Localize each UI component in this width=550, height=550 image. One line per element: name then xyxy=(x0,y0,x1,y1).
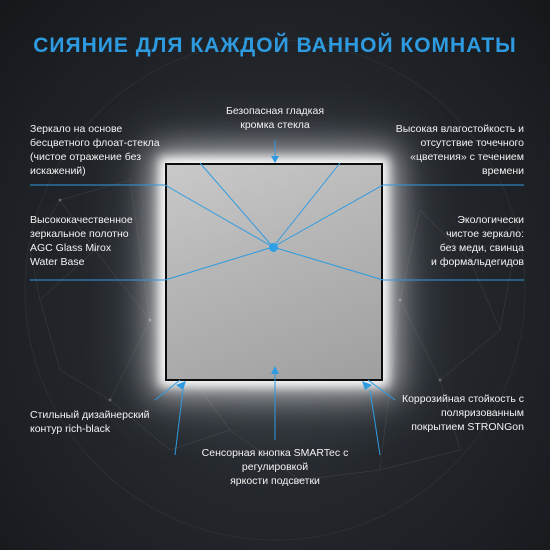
mirror-image xyxy=(165,163,383,381)
callout-corrosion: Коррозийная стойкость с поляризованным покрытием STRONGon xyxy=(401,393,524,433)
callout-eco: Экологически чистое зеркало: без меди, свинца и формальдегидов xyxy=(431,214,524,268)
page-title: СИЯНИЕ ДЛЯ КАЖДОЙ ВАННОЙ КОМНАТЫ xyxy=(33,34,517,57)
callout-float-glass: Зеркало на основе бесцветного флоат-стекла (чистое отражение без искажений) xyxy=(30,123,160,177)
center-dot xyxy=(269,243,278,252)
callout-contour: Стильный дизайнерский контур rich-black xyxy=(30,409,150,435)
callout-edge: Безопасная гладкая кромка стекла xyxy=(225,105,325,131)
callout-sensor: Сенсорная кнопка SMARTec с регулировкой яркости подсветки xyxy=(201,447,349,487)
callout-moisture: Высокая влагостойкость и отсутствие точечного «цветения» с течением времени xyxy=(395,123,524,177)
callout-agc: Высококачественное зеркальное полотно AGC Glass Mirox Water Base xyxy=(30,214,133,268)
